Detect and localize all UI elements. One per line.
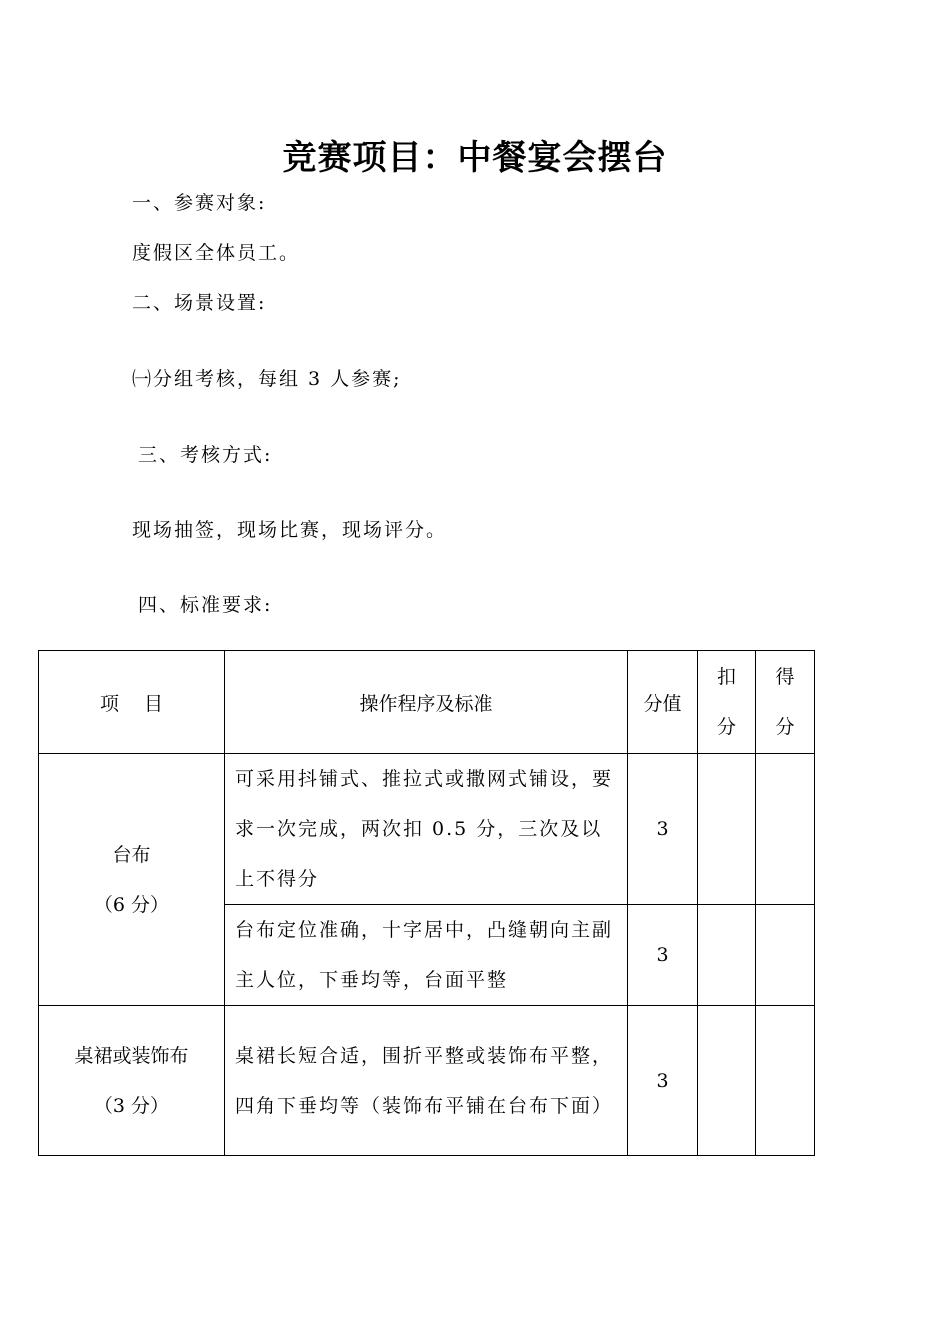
section-text-assessment: 现场抽签，现场比赛，现场评分。 [132, 519, 448, 541]
score-cell: 3 [628, 754, 698, 905]
section-heading-setting: 二、场景设置: [132, 292, 267, 314]
header-procedure: 操作程序及标准 [225, 651, 628, 754]
header-item: 项 目 [39, 651, 225, 754]
standards-table [38, 650, 815, 1156]
page-title: 竞赛项目：中餐宴会摆台 [282, 138, 668, 178]
obtained-cell[interactable] [756, 905, 815, 1006]
item-points: （6 分） [93, 893, 170, 916]
header-obtained-char-1: 得 [775, 666, 795, 688]
item-points: （3 分） [93, 1094, 170, 1117]
item-name: 台布 [112, 843, 151, 866]
table-header-row [39, 651, 815, 754]
score-cell: 3 [628, 1006, 698, 1156]
item-cell-tablecloth [39, 754, 225, 1006]
section-heading-standards: 四、标准要求: [138, 594, 273, 616]
procedure-cell: 台布定位准确，十字居中，凸缝朝向主副主人位，下垂均等，台面平整 [225, 905, 628, 1006]
header-obtained [756, 651, 815, 754]
procedure-cell: 可采用抖铺式、推拉式或撒网式铺设，要求一次完成，两次扣 0.5 分，三次及以上不得分 [225, 754, 628, 905]
item-cell-table-skirt [39, 1006, 225, 1156]
section-heading-participants: 一、参赛对象: [132, 192, 267, 214]
header-obtained-char-2: 分 [775, 716, 795, 738]
header-score: 分值 [628, 651, 698, 754]
item-name: 桌裙或装饰布 [74, 1044, 189, 1067]
obtained-cell[interactable] [756, 1006, 815, 1156]
procedure-cell: 桌裙长短合适，围折平整或装饰布平整，四角下垂均等（装饰布平铺在台布下面） [225, 1006, 628, 1156]
section-heading-assessment: 三、考核方式: [138, 444, 273, 466]
header-deduct-char-1: 扣 [716, 666, 736, 688]
section-text-setting: ㈠分组考核，每组 3 人参赛; [132, 368, 402, 390]
obtained-cell[interactable] [756, 754, 815, 905]
header-deduct [698, 651, 756, 754]
table-row [39, 754, 815, 905]
deduct-cell[interactable] [698, 905, 756, 1006]
deduct-cell[interactable] [698, 1006, 756, 1156]
header-deduct-char-2: 分 [716, 716, 736, 738]
table-row [39, 1006, 815, 1156]
section-text-participants: 度假区全体员工。 [132, 242, 301, 264]
score-cell: 3 [628, 905, 698, 1006]
deduct-cell[interactable] [698, 754, 756, 905]
